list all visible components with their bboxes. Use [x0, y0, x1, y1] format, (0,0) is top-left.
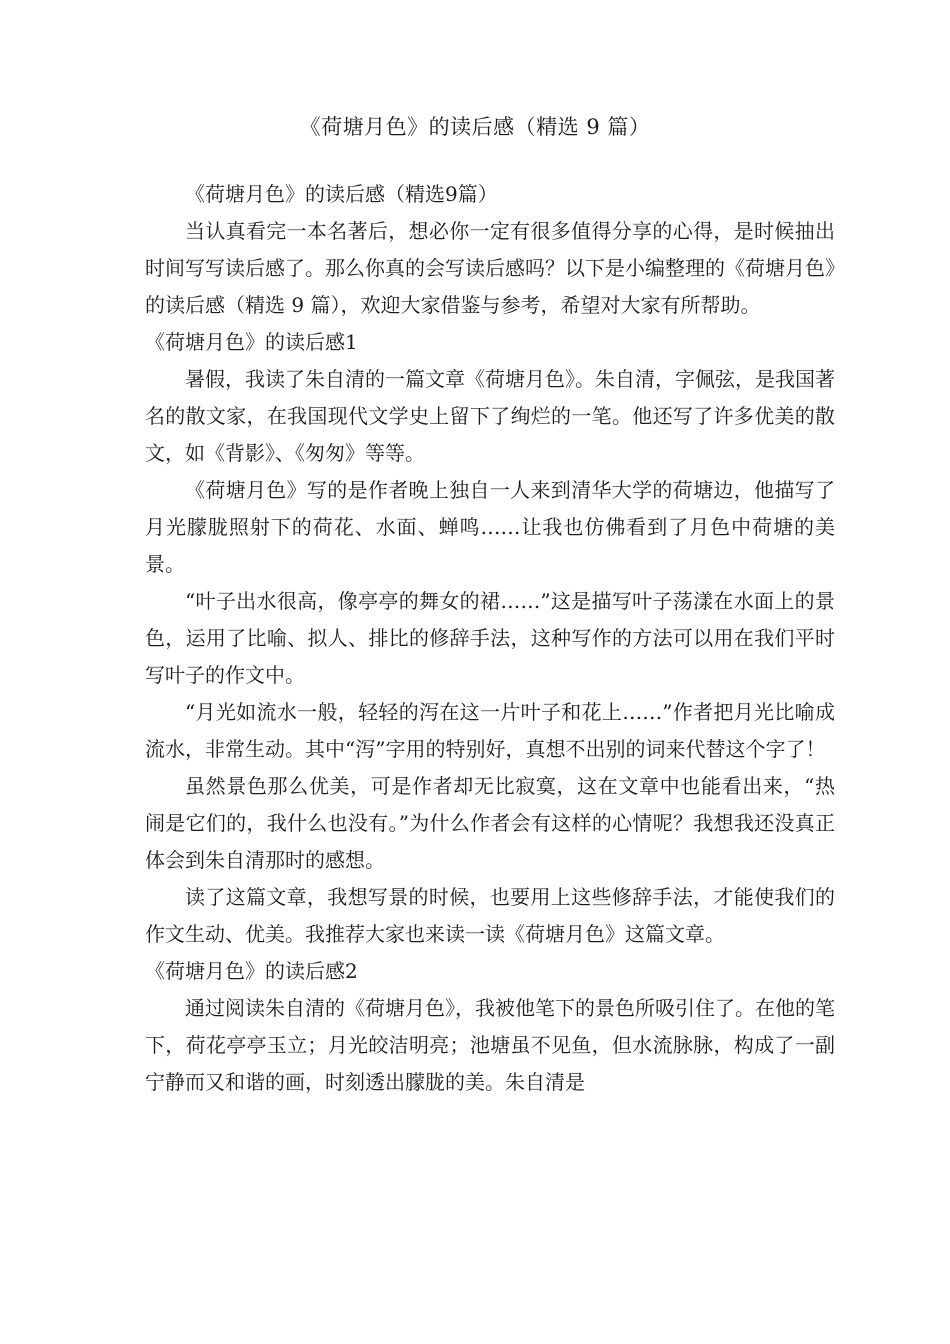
document-title: 《荷塘月色》的读后感（精选 9 篇） — [299, 115, 651, 139]
paragraph: “月光如流水一般，轻轻的泻在这一片叶子和花上……”作者把月光比喻成流水，非常生动。其中“泻”字用的特别好，真想不出别的词来代替这个字了！ — [145, 700, 835, 761]
section-heading: 《荷塘月色》的读后感2 — [145, 959, 358, 983]
paragraph: 当认真看完一本名著后，想必你一定有很多值得分享的心得，是时候抽出时间写写读后感了。那么你真的会写读后感吗？以下是小编整理的《荷塘月色》的读后感（精选 9 篇），欢迎大家借鉴与参考，希望对大家有所帮助。 — [145, 219, 835, 317]
paragraph: 虽然景色那么优美，可是作者却无比寂寞，这在文章中也能看出来，“热闹是它们的，我什么也没有。”为什么作者会有这样的心情呢？我想我还没真正体会到朱自清那时的感想。 — [145, 774, 835, 872]
paragraph: 《荷塘月色》的读后感（精选9篇） — [185, 182, 498, 206]
paragraph: 通过阅读朱自清的《荷塘月色》，我被他笔下的景色所吸引住了。在他的笔下，荷花亭亭玉立；月光皎洁明亮；池塘虽不见鱼，但水流脉脉，构成了一副宁静而又和谐的画，时刻透出朦胧的美。朱自清是 — [145, 996, 835, 1094]
paragraph: “叶子出水很高，像亭亭的舞女的裙……”这是描写叶子荡漾在水面上的景色，运用了比喻、拟人、排比的修辞手法，这种写作的方法可以用在我们平时写叶子的作文中。 — [145, 589, 835, 687]
document-body — [145, 176, 835, 1101]
paragraph: 读了这篇文章，我想写景的时候，也要用上这些修辞手法，才能使我们的作文生动、优美。我推荐大家也来读一读《荷塘月色》这篇文章。 — [145, 885, 835, 946]
paragraph: 《荷塘月色》写的是作者晚上独自一人来到清华大学的荷塘边，他描写了月光朦胧照射下的荷花、水面、蝉鸣……让我也仿佛看到了月色中荷塘的美景。 — [145, 478, 835, 576]
paragraph: 暑假，我读了朱自清的一篇文章《荷塘月色》。朱自清，字佩弦，是我国著名的散文家，在我国现代文学史上留下了绚烂的一笔。他还写了许多优美的散文，如《背影》、《匆匆》等等。 — [145, 367, 835, 465]
section-heading: 《荷塘月色》的读后感1 — [145, 330, 358, 354]
